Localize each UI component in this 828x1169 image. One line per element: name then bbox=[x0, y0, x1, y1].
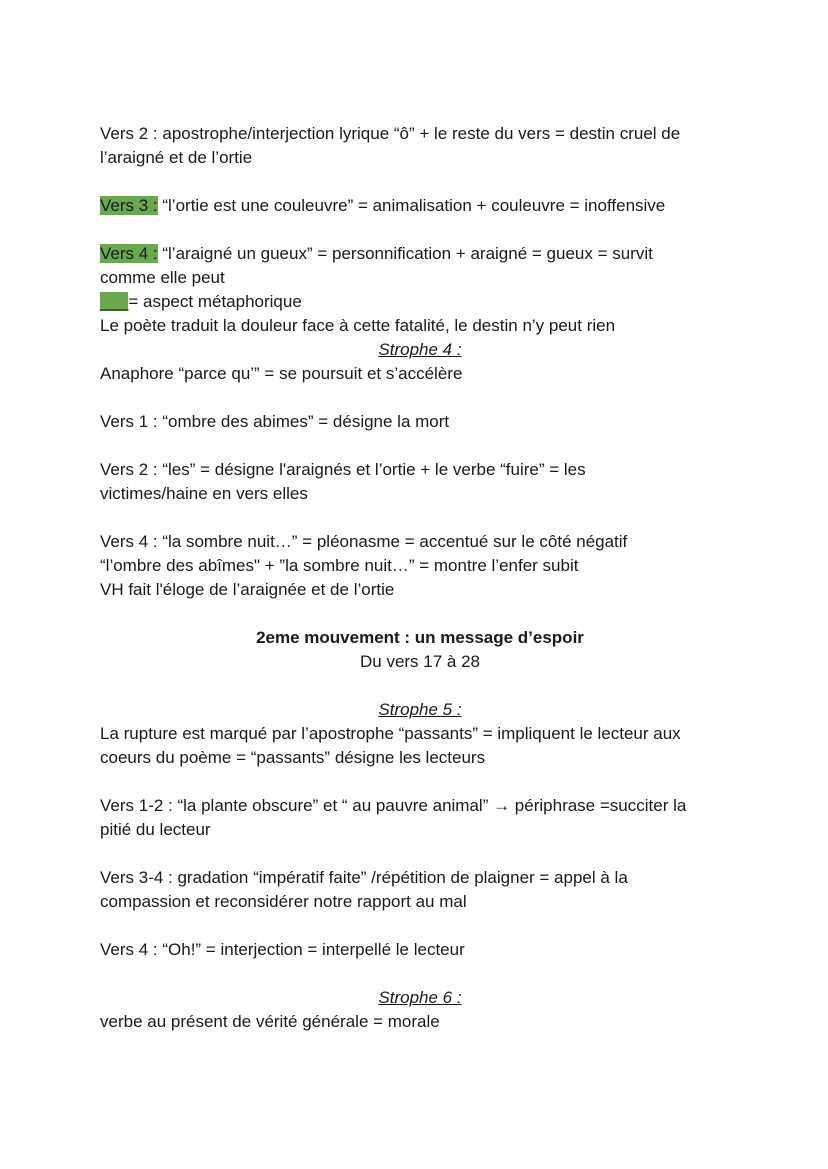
blank-line bbox=[100, 674, 740, 698]
blank-line bbox=[100, 170, 740, 194]
text-line: victimes/haine en vers elles bbox=[100, 484, 308, 503]
text-line: “l’ombre des abîmes" + ”la sombre nuit…” = montre l’enfer subit bbox=[100, 556, 579, 575]
blank-line bbox=[100, 434, 740, 458]
text-line-legend bbox=[100, 290, 740, 314]
movement-range: Du vers 17 à 28 bbox=[359, 652, 480, 671]
text-line-vers-3 bbox=[100, 194, 740, 218]
text-line: compassion et reconsidérer notre rapport au mal bbox=[100, 892, 467, 911]
highlight-label: Vers 3 : bbox=[100, 196, 158, 215]
blank-line bbox=[100, 602, 740, 626]
text-line: Vers 1 : “ombre des abimes” = désigne la mort bbox=[100, 412, 450, 431]
text-span: = aspect métaphorique bbox=[128, 292, 302, 311]
blank-line bbox=[100, 962, 740, 986]
strophe-6-title: Strophe 6 : bbox=[378, 988, 462, 1007]
text-line: Anaphore “parce qu’” = se poursuit et s’accélère bbox=[100, 364, 463, 383]
blank-line bbox=[100, 386, 740, 410]
text-span: “l’araigné un gueux” = personnification + araigné = gueux = survit bbox=[157, 244, 653, 263]
text-line: Vers 4 : “Oh!” = interjection = interpellé le lecteur bbox=[100, 940, 465, 959]
blank-line bbox=[100, 914, 740, 938]
highlight-label: Vers 4 : bbox=[100, 244, 158, 263]
text-line: VH fait l'éloge de l’araignée et de l’ortie bbox=[100, 580, 395, 599]
text-line: La rupture est marqué par l’apostrophe “passants” = impliquent le lecteur aux bbox=[100, 724, 681, 743]
text-line-vers-4 bbox=[100, 242, 740, 266]
text-line: pitié du lecteur bbox=[100, 820, 211, 839]
text-line: Vers 2 : “les” = désigne l'araignés et l’ortie + le verbe “fuire” = les bbox=[100, 460, 586, 479]
text-line: Vers 1-2 : “la plante obscure” et “ au pauvre animal” → périphrase =succiter la bbox=[100, 796, 687, 815]
document-page bbox=[100, 122, 740, 1034]
text-line: verbe au présent de vérité générale = morale bbox=[100, 1012, 440, 1031]
strophe-4-title: Strophe 4 : bbox=[378, 340, 462, 359]
highlight-swatch: ___ bbox=[100, 292, 129, 311]
strophe-heading bbox=[100, 338, 740, 362]
text-line: Vers 3-4 : gradation “impératif faite” /répétition de plaigner = appel à la bbox=[100, 868, 628, 887]
blank-line bbox=[100, 218, 740, 242]
text-span: “l’ortie est une couleuvre” = animalisation + couleuvre = inoffensive bbox=[157, 196, 666, 215]
movement-title: 2eme mouvement : un message d’espoir bbox=[256, 628, 584, 647]
blank-line bbox=[100, 506, 740, 530]
text-line: comme elle peut bbox=[100, 268, 225, 287]
strophe-heading bbox=[100, 698, 740, 722]
text-line: Le poète traduit la douleur face à cette fatalité, le destin n’y peut rien bbox=[100, 316, 616, 335]
text-line: l’araigné et de l’ortie bbox=[100, 148, 253, 167]
blank-line bbox=[100, 770, 740, 794]
blank-line bbox=[100, 842, 740, 866]
text-line: coeurs du poème = “passants” désigne les lecteurs bbox=[100, 748, 486, 767]
text-line: Vers 2 : apostrophe/interjection lyrique “ô” + le reste du vers = destin cruel de bbox=[100, 124, 681, 143]
strophe-heading bbox=[100, 986, 740, 1010]
text-line: Vers 4 : “la sombre nuit…” = pléonasme = accentué sur le côté négatif bbox=[100, 532, 628, 551]
strophe-5-title: Strophe 5 : bbox=[378, 700, 462, 719]
